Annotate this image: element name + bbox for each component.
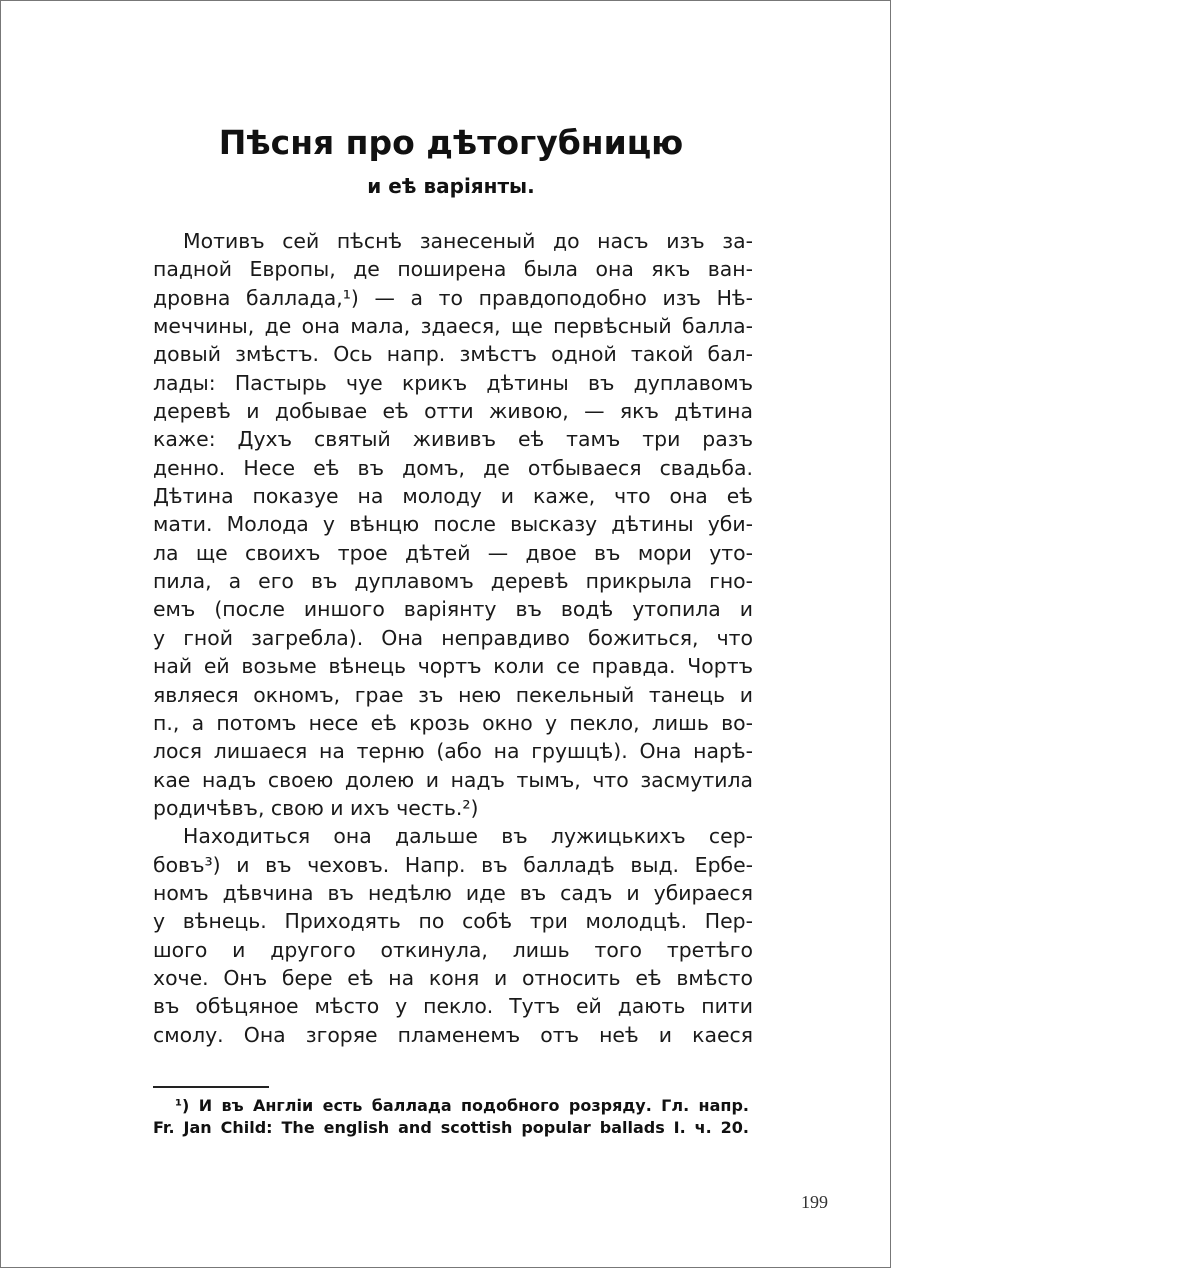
text-line: лося лишаеся на терню (або на грушцѣ). Она нарѣ- (153, 739, 753, 764)
text-line: въ обѣцяное мѣсто у пекло. Тутъ ей дають пити (153, 994, 753, 1019)
text-line: являеся окномъ, грае зъ нею пекельный танець и (153, 682, 753, 707)
text-line: Дѣтина показуе на молоду и каже, что она еѣ (153, 484, 753, 509)
text-line: дровна баллада,¹) — а то правдоподобно изъ Нѣ- (153, 285, 753, 310)
text-line: пила, а его въ дуплавомъ деревѣ прикрыла гно- (153, 569, 753, 594)
text-line: родичѣвъ, свою и ихъ честь.²) (153, 795, 479, 820)
text-line: у гной загребла). Она неправдиво божиться, что (153, 625, 753, 650)
text-line: ла ще своихъ трое дѣтей — двое въ мори уто- (153, 540, 753, 565)
footnote-divider (153, 1086, 269, 1088)
text-line: хоче. Онъ бере еѣ на коня и относить еѣ вмѣсто (153, 965, 753, 990)
text-line: у вѣнець. Приходять по собѣ три молодцѣ. Пер- (153, 909, 753, 934)
text-line: смолу. Она згоряе пламенемъ отъ неѣ и каеся (153, 1022, 753, 1047)
text-line: Находиться она дальше въ лужицькихъ сер- (183, 824, 753, 849)
page-title: Пѣсня про дѣтогубницю (218, 123, 684, 162)
text-line: довый змѣстъ. Ось напр. змѣстъ одной такой бал- (153, 342, 753, 367)
text-line: деревѣ и добывае еѣ отти живою, — якъ дѣтина (153, 399, 753, 424)
text-line: лады: Пастырь чуе крикъ дѣтины въ дуплавомъ (153, 370, 753, 395)
text-line: номъ дѣвчина въ недѣлю иде въ садъ и убираеся (153, 880, 753, 905)
paragraph-2 (153, 822, 753, 1049)
text-line: п., а потомъ несе еѣ крозь окно у пекло, лишь во- (153, 710, 753, 735)
text-line: най ей возьме вѣнець чортъ коли се правда. Чортъ (153, 654, 753, 679)
text-line: Мотивъ сей пѣснѣ занесеный до насъ изъ за- (183, 229, 753, 253)
text-line: мати. Молода у вѣнцю после высказу дѣтины уби- (153, 512, 753, 537)
text-line: бовъ³) и въ чеховъ. Напр. въ балладѣ выд. Ербе- (153, 852, 753, 877)
text-line: меччины, де она мала, здаеся, ще первѣсный балла- (153, 314, 753, 339)
text-line: каже: Духъ святый жививъ еѣ тамъ три разъ (153, 427, 753, 452)
text-line: падной Европы, де поширена была она якъ ван- (153, 257, 753, 282)
text-line: кае надъ своею долею и надъ тымъ, что засмутила (153, 767, 753, 792)
text-line: денно. Несе еѣ въ домъ, де отбываеся свадьба. (153, 455, 753, 480)
page-subtitle: и еѣ варіянты. (367, 174, 535, 198)
footnote (153, 1095, 749, 1139)
paragraph-1 (153, 227, 753, 822)
text-line: емъ (после иншого варіянту въ водѣ утопила и (153, 597, 753, 622)
text-line: шого и другого откинула, лишь того третѣго (153, 937, 753, 962)
body-text (153, 227, 753, 1049)
page-number: 199 (801, 1192, 828, 1212)
footnote-line: Fr. Jan Child: The english and scottish popular ballads I. ч. 20. (153, 1118, 749, 1137)
footnote-line: ¹) И въ Англіи есть баллада подобного розряду. Гл. напр. (175, 1096, 749, 1115)
